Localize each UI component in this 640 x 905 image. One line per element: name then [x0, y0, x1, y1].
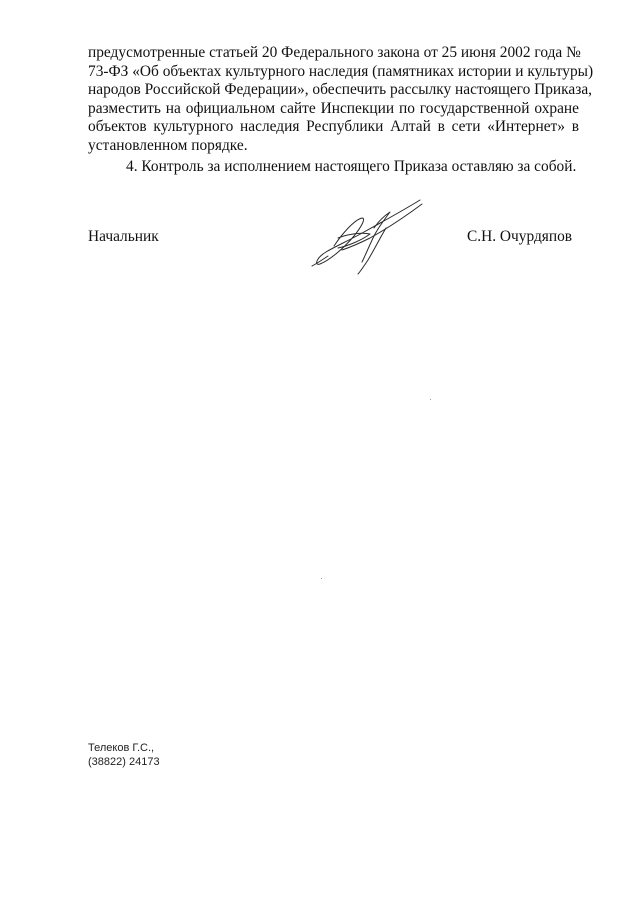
executor-name: Телеков Г.С., — [88, 742, 155, 754]
paragraph-line-4: разместить на официальном сайте Инспекции по государственной охране — [88, 99, 579, 117]
paragraph-line-3: народов Российской Федерации», обеспечить рассылку настоящего Приказа, — [88, 81, 592, 99]
scan-speck — [430, 399, 431, 400]
signatory-name: С.Н. Очурдяпов — [467, 228, 573, 245]
handwritten-signature — [308, 198, 428, 276]
scan-speck — [321, 578, 322, 579]
paragraph-line-5: объектов культурного наследия Республики Алтай в сети «Интернет» в — [88, 118, 579, 136]
item-4-text: 4. Контроль за исполнением настоящего Приказа оставляю за собой. — [126, 158, 577, 175]
paragraph-line-6: установленном порядке. — [88, 136, 248, 154]
executor-block — [88, 741, 160, 769]
body-paragraph — [88, 44, 594, 156]
paragraph-line-2: 73-ФЗ «Об объектах культурного наследия (памятниках истории и культуры) — [88, 62, 594, 80]
signatory-title: Начальник — [88, 228, 159, 245]
executor-phone: (38822) 24173 — [88, 756, 160, 768]
paragraph-line-1: предусмотренные статьей 20 Федерального закона от 25 июня 2002 года № — [88, 44, 581, 61]
